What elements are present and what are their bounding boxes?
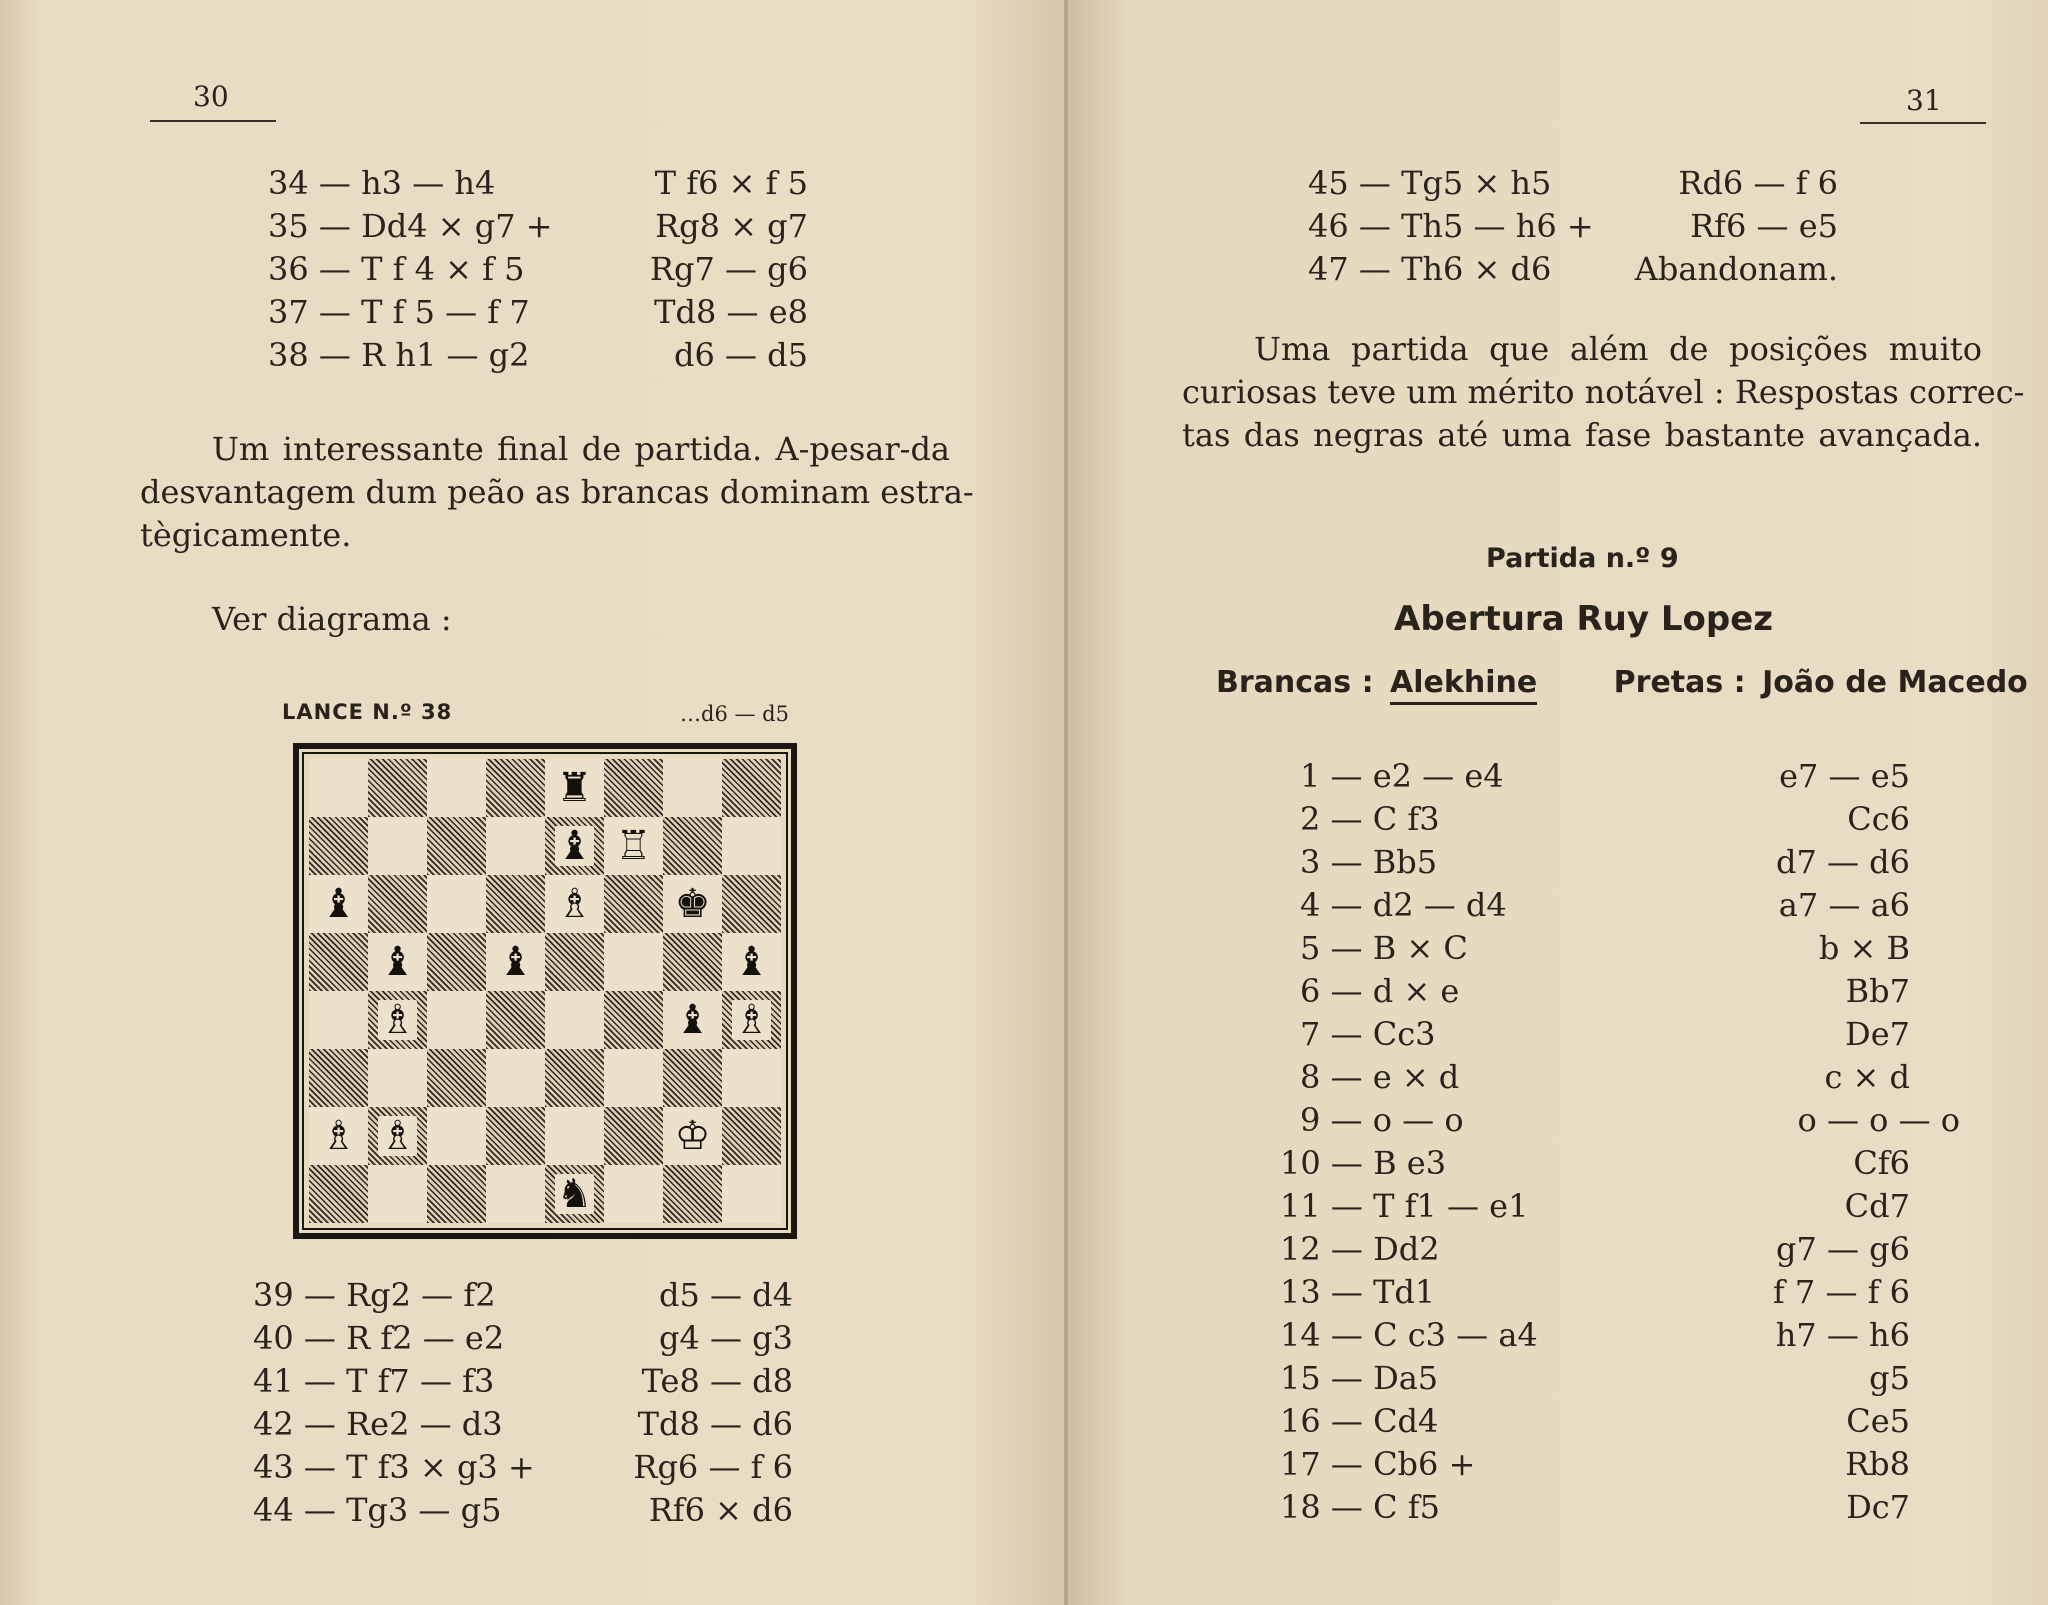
move-list-top bbox=[1308, 162, 1838, 291]
move-row bbox=[253, 1317, 793, 1360]
paragraph-line: curiosas teve um mérito notável : Respostas correc- bbox=[1182, 373, 2025, 411]
chess-piece-icon: ♔ bbox=[674, 1113, 711, 1159]
board-square bbox=[368, 875, 427, 933]
move-row bbox=[253, 1403, 793, 1446]
black-move: Rf6 ⨯ d6 bbox=[648, 1491, 793, 1529]
white-move: 10 — B e3 bbox=[1280, 1144, 1447, 1182]
commentary-paragraph bbox=[140, 428, 974, 557]
board-square bbox=[368, 991, 427, 1049]
board-square bbox=[722, 759, 781, 817]
players-line bbox=[1216, 665, 2028, 700]
board-square bbox=[309, 817, 368, 875]
black-move: d6 — d5 bbox=[673, 336, 808, 374]
black-label: Pretas : bbox=[1613, 665, 1746, 700]
move-row bbox=[1300, 927, 1960, 970]
board-square bbox=[545, 817, 604, 875]
game-title: Partida n.º 9 bbox=[1486, 543, 1679, 574]
board-square bbox=[309, 933, 368, 991]
white-move: 47 — Th6 ⨯ d6 bbox=[1308, 250, 1552, 288]
board-square bbox=[663, 933, 722, 991]
paragraph-line: Uma partida que além de posições muito bbox=[1254, 330, 1982, 368]
board-square bbox=[604, 1107, 663, 1165]
black-move: De7 bbox=[1845, 1015, 1910, 1053]
paragraph-line: tas das negras até uma fase bastante avançada. bbox=[1182, 416, 1982, 454]
see-diagram-text bbox=[212, 598, 812, 641]
black-move: Rf6 — e5 bbox=[1690, 207, 1838, 245]
black-move: g5 bbox=[1869, 1359, 1910, 1397]
board-square bbox=[604, 1165, 663, 1223]
black-move: Rg8 ⨯ g7 bbox=[655, 207, 808, 245]
black-move: c ⨯ d bbox=[1824, 1058, 1910, 1096]
black-move: Cc6 bbox=[1847, 800, 1910, 838]
white-move: 14 — C c3 — a4 bbox=[1280, 1316, 1538, 1354]
black-move: o — o — o bbox=[1797, 1101, 1960, 1139]
move-row bbox=[1300, 1056, 1960, 1099]
board-square bbox=[486, 817, 545, 875]
white-move: 45 — Tg5 ⨯ h5 bbox=[1308, 164, 1552, 202]
see-diagram-label: Ver diagrama : bbox=[212, 600, 452, 638]
white-move: 1 — e2 — e4 bbox=[1300, 757, 1504, 795]
move-row bbox=[1300, 1099, 1960, 1142]
board-square bbox=[486, 759, 545, 817]
move-row bbox=[1300, 755, 1960, 798]
white-move: 37 — T f 5 — f 7 bbox=[268, 293, 530, 331]
black-move: f 7 — f 6 bbox=[1772, 1273, 1910, 1311]
black-move: Cf6 bbox=[1853, 1144, 1910, 1182]
white-move: 46 — Th5 — h6 + bbox=[1308, 207, 1594, 245]
black-move: d7 — d6 bbox=[1775, 843, 1910, 881]
white-move: 6 — d ⨯ e bbox=[1300, 972, 1460, 1010]
black-move: g4 — g3 bbox=[658, 1319, 793, 1357]
white-move: 13 — Td1 bbox=[1280, 1273, 1436, 1311]
chess-piece-icon: ♗ bbox=[379, 1113, 416, 1159]
move-row bbox=[1300, 841, 1960, 884]
board-square bbox=[604, 817, 663, 875]
move-row bbox=[253, 1446, 793, 1489]
white-move: 11 — T f1 — e1 bbox=[1280, 1187, 1529, 1225]
white-move: 15 — Da5 bbox=[1280, 1359, 1439, 1397]
board-square bbox=[309, 991, 368, 1049]
diagram-move-caption: …d6 — d5 bbox=[680, 702, 789, 726]
black-move: d5 — d4 bbox=[658, 1276, 793, 1314]
board-square bbox=[722, 1107, 781, 1165]
board-square bbox=[368, 817, 427, 875]
move-row bbox=[1280, 1142, 1960, 1185]
white-move: 8 — e ⨯ d bbox=[1300, 1058, 1460, 1096]
board-square bbox=[427, 991, 486, 1049]
black-move: Bb7 bbox=[1845, 972, 1910, 1010]
chess-diagram bbox=[293, 743, 797, 1239]
black-move: Ce5 bbox=[1846, 1402, 1910, 1440]
board-square bbox=[486, 1165, 545, 1223]
board-square bbox=[486, 1107, 545, 1165]
black-move: b ⨯ B bbox=[1818, 929, 1910, 967]
board-square bbox=[545, 1107, 604, 1165]
board-square bbox=[427, 1049, 486, 1107]
move-row bbox=[1308, 162, 1838, 205]
board-square bbox=[427, 1165, 486, 1223]
board-square bbox=[663, 759, 722, 817]
paragraph-line: tègicamente. bbox=[140, 516, 352, 554]
paragraph-line: desvantagem dum peão as brancas dominam estra- bbox=[140, 473, 974, 511]
board-square bbox=[309, 1049, 368, 1107]
move-row bbox=[1280, 1443, 1960, 1486]
chess-piece-icon: ♝ bbox=[733, 939, 770, 985]
board-square bbox=[368, 1049, 427, 1107]
black-move: Abandonam. bbox=[1634, 250, 1838, 288]
board-square bbox=[604, 759, 663, 817]
white-move: 38 — R h1 — g2 bbox=[268, 336, 530, 374]
white-move: 5 — B ⨯ C bbox=[1300, 929, 1468, 967]
board-square bbox=[427, 1107, 486, 1165]
chess-piece-icon: ♖ bbox=[615, 823, 652, 869]
move-row bbox=[1300, 970, 1960, 1013]
black-move: g7 — g6 bbox=[1775, 1230, 1910, 1268]
board-square bbox=[722, 817, 781, 875]
move-row bbox=[1280, 1314, 1960, 1357]
white-move: 4 — d2 — d4 bbox=[1300, 886, 1507, 924]
white-move: 9 — o — o bbox=[1300, 1101, 1464, 1139]
right-page bbox=[1068, 0, 2048, 1605]
black-move: Dc7 bbox=[1846, 1488, 1910, 1526]
board-square bbox=[368, 933, 427, 991]
white-move: 34 — h3 — h4 bbox=[268, 164, 496, 202]
board-square bbox=[309, 875, 368, 933]
white-move: 12 — Dd2 bbox=[1280, 1230, 1440, 1268]
board-square bbox=[486, 933, 545, 991]
commentary-paragraph bbox=[1182, 328, 2025, 457]
move-row bbox=[253, 1489, 793, 1532]
board-square bbox=[309, 759, 368, 817]
white-move: 44 — Tg3 — g5 bbox=[253, 1491, 502, 1529]
board-square bbox=[427, 875, 486, 933]
board-square bbox=[427, 817, 486, 875]
page-number-rule bbox=[150, 120, 276, 122]
chess-piece-icon: ♗ bbox=[379, 997, 416, 1043]
move-row bbox=[1280, 1271, 1960, 1314]
chess-piece-icon: ♜ bbox=[556, 765, 593, 811]
board-square bbox=[545, 875, 604, 933]
black-move: Te8 — d8 bbox=[641, 1362, 793, 1400]
black-player: João de Macedo bbox=[1762, 665, 2028, 700]
diagram-caption: LANCE N.º 38 bbox=[282, 700, 453, 724]
board-square bbox=[545, 991, 604, 1049]
board-square bbox=[309, 1165, 368, 1223]
white-move: 42 — Re2 — d3 bbox=[253, 1405, 503, 1443]
chess-piece-icon: ♗ bbox=[320, 1113, 357, 1159]
chess-piece-icon: ♚ bbox=[674, 881, 711, 927]
move-row bbox=[268, 205, 808, 248]
white-move: 17 — Cb6 + bbox=[1280, 1445, 1476, 1483]
move-list-top bbox=[268, 162, 808, 377]
white-move: 16 — Cd4 bbox=[1280, 1402, 1439, 1440]
page-number: 30 bbox=[193, 80, 229, 113]
board-square bbox=[663, 1107, 722, 1165]
move-row bbox=[268, 248, 808, 291]
white-move: 40 — R f2 — e2 bbox=[253, 1319, 505, 1357]
move-row bbox=[253, 1274, 793, 1317]
board-square bbox=[368, 1165, 427, 1223]
white-move: 35 — Dd4 ⨯ g7 + bbox=[268, 207, 553, 245]
opening-title: Abertura Ruy Lopez bbox=[1394, 599, 1774, 639]
chess-piece-icon: ♝ bbox=[556, 823, 593, 869]
move-row bbox=[253, 1360, 793, 1403]
chess-piece-icon: ♞ bbox=[556, 1171, 593, 1217]
black-move: Rg7 — g6 bbox=[649, 250, 808, 288]
board-square bbox=[604, 875, 663, 933]
move-row bbox=[268, 334, 808, 377]
move-row bbox=[1280, 1400, 1960, 1443]
white-move: 43 — T f3 ⨯ g3 + bbox=[253, 1448, 535, 1486]
board-square bbox=[663, 1049, 722, 1107]
board-square bbox=[722, 933, 781, 991]
move-list-bottom bbox=[253, 1274, 793, 1532]
white-label: Brancas : bbox=[1216, 665, 1374, 700]
black-move: Rg6 — f 6 bbox=[633, 1448, 793, 1486]
board-square bbox=[545, 933, 604, 991]
page-number: 31 bbox=[1906, 84, 1942, 117]
board-square bbox=[486, 1049, 545, 1107]
white-move: 39 — Rg2 — f2 bbox=[253, 1276, 496, 1314]
move-list-game9 bbox=[1280, 755, 1960, 1529]
page-number-rule bbox=[1860, 122, 1986, 124]
move-row bbox=[1308, 205, 1838, 248]
black-move: T f6 ⨯ f 5 bbox=[654, 164, 808, 202]
black-move: Cd7 bbox=[1844, 1187, 1910, 1225]
black-move: Rd6 — f 6 bbox=[1678, 164, 1838, 202]
board-square bbox=[722, 991, 781, 1049]
move-row bbox=[1280, 1228, 1960, 1271]
black-move: h7 — h6 bbox=[1775, 1316, 1910, 1354]
board-square bbox=[722, 1165, 781, 1223]
move-row bbox=[1300, 798, 1960, 841]
board-square bbox=[663, 875, 722, 933]
move-row bbox=[1308, 248, 1838, 291]
black-move: e7 — e5 bbox=[1779, 757, 1910, 795]
move-row bbox=[1280, 1185, 1960, 1228]
board-square bbox=[604, 933, 663, 991]
board-square bbox=[368, 1107, 427, 1165]
white-move: 2 — C f3 bbox=[1300, 800, 1440, 838]
board-square bbox=[427, 933, 486, 991]
black-move: Td8 — e8 bbox=[654, 293, 808, 331]
move-row bbox=[268, 162, 808, 205]
white-move: 7 — Cc3 bbox=[1300, 1015, 1436, 1053]
paragraph-line: Um interessante final de partida. A-pesar-da bbox=[212, 430, 950, 468]
move-row bbox=[1280, 1486, 1960, 1529]
board-square bbox=[427, 759, 486, 817]
board-square bbox=[545, 1049, 604, 1107]
white-player: Alekhine bbox=[1390, 665, 1537, 705]
move-row bbox=[1300, 884, 1960, 927]
white-move: 18 — C f5 bbox=[1280, 1488, 1440, 1526]
move-row bbox=[1280, 1357, 1960, 1400]
chess-piece-icon: ♝ bbox=[674, 997, 711, 1043]
white-move: 36 — T f 4 ⨯ f 5 bbox=[268, 250, 525, 288]
chess-piece-icon: ♝ bbox=[497, 939, 534, 985]
white-move: 41 — T f7 — f3 bbox=[253, 1362, 495, 1400]
chess-piece-icon: ♝ bbox=[320, 881, 357, 927]
board-square bbox=[309, 1107, 368, 1165]
chess-piece-icon: ♗ bbox=[733, 997, 770, 1043]
board-square bbox=[722, 1049, 781, 1107]
board-square bbox=[663, 1165, 722, 1223]
board-square bbox=[545, 759, 604, 817]
chess-piece-icon: ♝ bbox=[379, 939, 416, 985]
board-square bbox=[604, 1049, 663, 1107]
board-square bbox=[368, 759, 427, 817]
board-square bbox=[545, 1165, 604, 1223]
move-row bbox=[1300, 1013, 1960, 1056]
board-square bbox=[604, 991, 663, 1049]
board-square bbox=[663, 991, 722, 1049]
board-square bbox=[722, 875, 781, 933]
black-move: Rb8 bbox=[1845, 1445, 1910, 1483]
board-square bbox=[486, 875, 545, 933]
white-move: 3 — Bb5 bbox=[1300, 843, 1438, 881]
chess-board-grid bbox=[309, 759, 781, 1223]
chess-piece-icon: ♗ bbox=[556, 881, 593, 927]
black-move: Td8 — d6 bbox=[637, 1405, 793, 1443]
board-square bbox=[663, 817, 722, 875]
black-move: a7 — a6 bbox=[1778, 886, 1910, 924]
move-row bbox=[268, 291, 808, 334]
board-square bbox=[486, 991, 545, 1049]
